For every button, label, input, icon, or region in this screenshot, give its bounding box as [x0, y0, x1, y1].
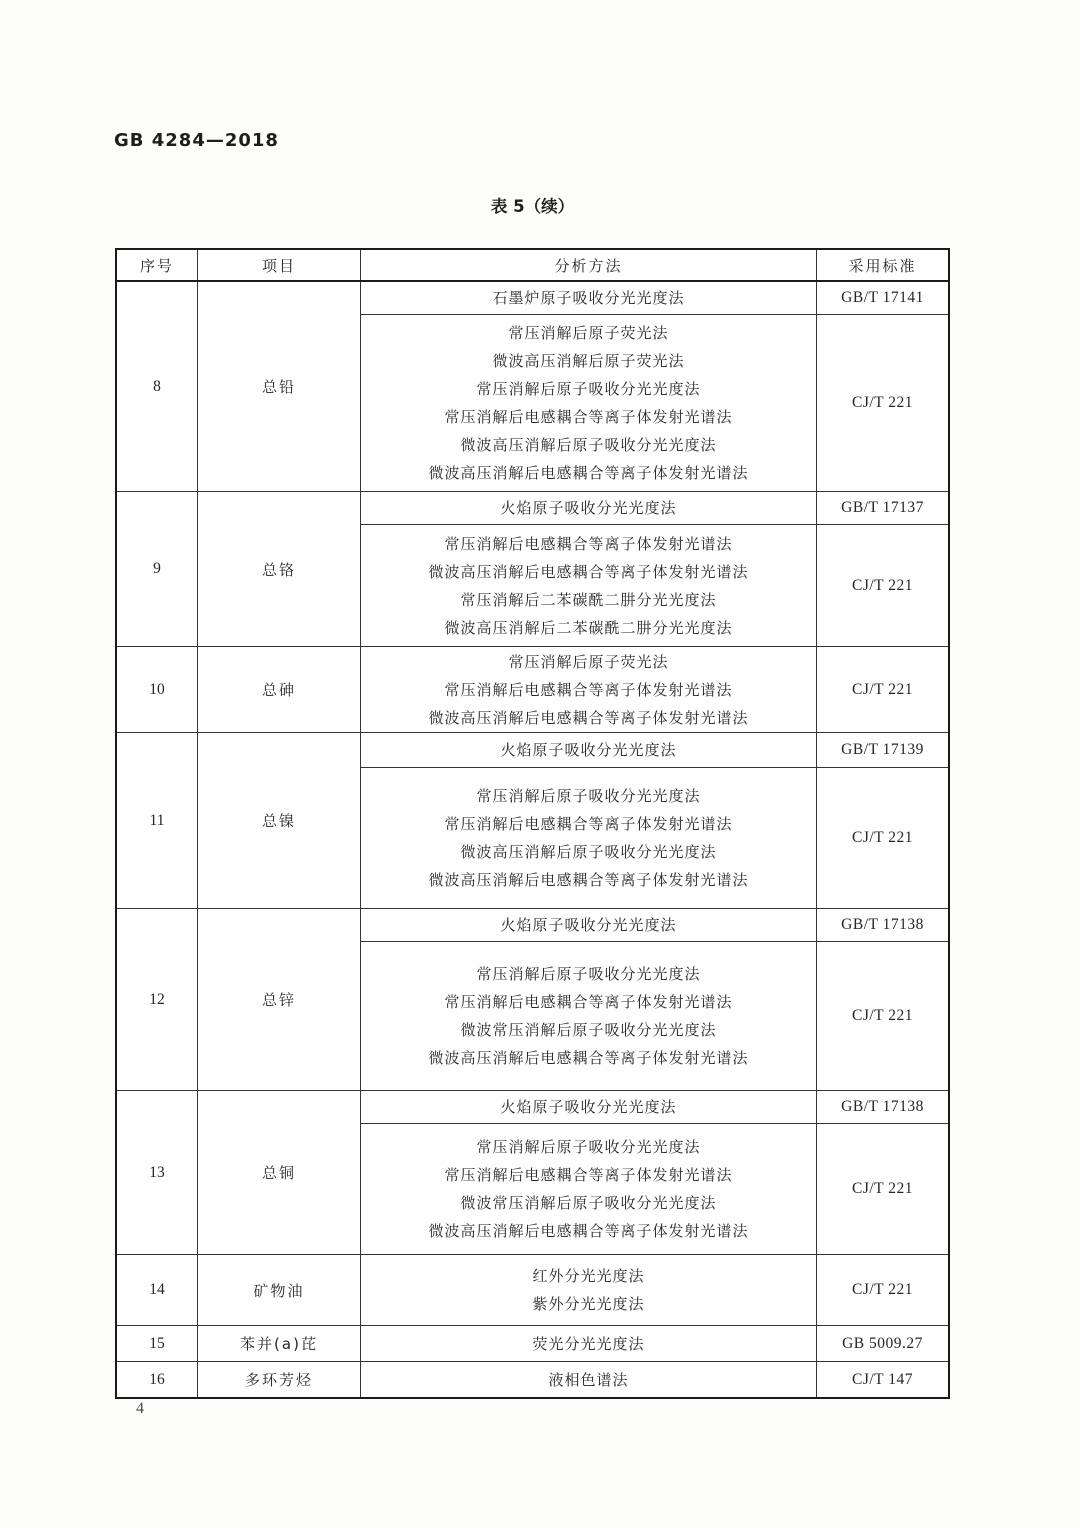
table-subrow	[361, 1255, 948, 1325]
table-row	[117, 1362, 948, 1397]
method-line: 石墨炉原子吸收分光光度法	[492, 289, 685, 307]
table-title: 表 5（续）	[490, 197, 575, 216]
row-methods-column	[361, 733, 948, 908]
standard-cell: GB/T 17139	[816, 733, 948, 767]
table-subrow	[361, 1326, 948, 1361]
standard-cell: CJ/T 221	[816, 768, 948, 908]
method-line: 火焰原子吸收分光光度法	[500, 741, 677, 759]
standard-cell: CJ/T 221	[816, 942, 948, 1090]
row-item-cell: 矿物油	[198, 1255, 361, 1325]
methods-cell	[361, 1255, 816, 1325]
table-subrow	[361, 942, 948, 1090]
method-line: 微波高压消解后电感耦合等离子体发射光谱法	[428, 871, 749, 889]
table-body	[117, 282, 948, 1397]
standard-cell: GB/T 17138	[816, 1091, 948, 1123]
methods-cell	[361, 1091, 816, 1123]
methods-cell	[361, 647, 816, 732]
standard-cell: GB/T 17138	[816, 909, 948, 941]
row-number-cell: 12	[117, 909, 198, 1090]
method-line: 微波高压消解后电感耦合等离子体发射光谱法	[428, 464, 749, 482]
standard-cell: CJ/T 221	[816, 315, 948, 491]
table-row	[117, 492, 948, 647]
method-line: 紫外分光光度法	[532, 1295, 645, 1313]
method-line: 微波常压消解后原子吸收分光光度法	[460, 1194, 717, 1212]
method-line: 微波高压消解后电感耦合等离子体发射光谱法	[428, 562, 749, 581]
header-cell-item: 项目	[198, 250, 361, 280]
method-line: 火焰原子吸收分光光度法	[500, 916, 677, 934]
table-header-row	[117, 250, 948, 282]
methods-cell	[361, 909, 816, 941]
standard-cell: CJ/T 221	[816, 1124, 948, 1254]
table-subrow	[361, 282, 948, 315]
method-line: 红外分光光度法	[532, 1267, 645, 1285]
table-row	[117, 909, 948, 1091]
row-methods-column	[361, 1326, 948, 1361]
header-cell-standard: 采用标准	[816, 250, 948, 280]
method-line: 微波高压消解后原子荧光法	[492, 352, 685, 370]
table-row	[117, 282, 948, 492]
table-row	[117, 1255, 948, 1326]
table-row	[117, 1326, 948, 1362]
method-line: 常压消解后原子荧光法	[508, 652, 669, 671]
standard-cell: CJ/T 221	[816, 1255, 948, 1325]
method-line: 微波高压消解后二苯碳酰二肼分光光度法	[444, 618, 733, 637]
methods-cell	[361, 315, 816, 491]
row-methods-column	[361, 1255, 948, 1325]
row-number-cell: 11	[117, 733, 198, 908]
row-item-cell: 总铬	[198, 492, 361, 646]
method-line: 常压消解后电感耦合等离子体发射光谱法	[444, 993, 733, 1011]
method-line: 微波高压消解后原子吸收分光光度法	[460, 843, 717, 861]
row-methods-column	[361, 909, 948, 1090]
method-line: 常压消解后原子吸收分光光度法	[476, 787, 701, 805]
row-item-cell: 总锌	[198, 909, 361, 1090]
row-methods-column	[361, 492, 948, 646]
row-number-cell: 15	[117, 1326, 198, 1361]
table-subrow	[361, 733, 948, 768]
table-row	[117, 733, 948, 909]
standard-cell: GB/T 17137	[816, 492, 948, 524]
methods-cell	[361, 1326, 816, 1361]
method-line: 微波高压消解后电感耦合等离子体发射光谱法	[428, 1049, 749, 1067]
methods-cell	[361, 1362, 816, 1397]
method-line: 火焰原子吸收分光光度法	[500, 1098, 677, 1116]
methods-cell	[361, 733, 816, 767]
row-item-cell: 总铜	[198, 1091, 361, 1254]
method-line: 常压消解后原子吸收分光光度法	[476, 380, 701, 398]
row-item-cell: 总镍	[198, 733, 361, 908]
row-number-cell: 10	[117, 647, 198, 732]
header-cell-method: 分析方法	[554, 256, 623, 275]
row-item-cell: 多环芳烃	[198, 1362, 361, 1397]
method-line: 微波高压消解后原子吸收分光光度法	[460, 436, 717, 454]
row-number-cell: 16	[117, 1362, 198, 1397]
page-number: 4	[136, 1400, 144, 1417]
methods-cell	[361, 525, 816, 646]
row-methods-column	[361, 1362, 948, 1397]
row-number-cell: 13	[117, 1091, 198, 1254]
row-item-cell: 苯并(a)芘	[198, 1326, 361, 1361]
table-subrow	[361, 1362, 948, 1397]
method-line: 常压消解后电感耦合等离子体发射光谱法	[444, 534, 733, 553]
method-line: 常压消解后电感耦合等离子体发射光谱法	[444, 408, 733, 426]
standard-cell: GB 5009.27	[816, 1326, 948, 1361]
standard-cell: GB/T 17141	[816, 282, 948, 314]
table-row	[117, 1091, 948, 1255]
table-subrow	[361, 315, 948, 491]
standard-cell: CJ/T 221	[816, 647, 948, 732]
row-number-cell: 14	[117, 1255, 198, 1325]
method-line: 液相色谱法	[548, 1370, 629, 1389]
row-number-cell: 8	[117, 282, 198, 491]
table-subrow	[361, 525, 948, 646]
table-row	[117, 647, 948, 733]
method-line: 常压消解后电感耦合等离子体发射光谱法	[444, 815, 733, 833]
method-line: 常压消解后二苯碳酰二肼分光光度法	[460, 590, 717, 609]
method-line: 常压消解后电感耦合等离子体发射光谱法	[444, 1166, 733, 1184]
method-line: 火焰原子吸收分光光度法	[500, 499, 677, 517]
header-cell-number: 序号	[117, 250, 198, 280]
analysis-methods-table	[115, 248, 950, 1399]
method-line: 常压消解后原子吸收分光光度法	[476, 1138, 701, 1156]
methods-cell	[361, 492, 816, 524]
method-line: 常压消解后电感耦合等离子体发射光谱法	[444, 680, 733, 699]
row-item-cell: 总铅	[198, 282, 361, 491]
row-number-cell: 9	[117, 492, 198, 646]
standard-cell: CJ/T 221	[816, 525, 948, 646]
standard-cell: CJ/T 147	[816, 1362, 948, 1397]
row-item-cell: 总砷	[198, 647, 361, 732]
method-line: 常压消解后原子荧光法	[508, 324, 669, 342]
methods-cell	[361, 768, 816, 908]
methods-cell	[361, 942, 816, 1090]
row-methods-column	[361, 282, 948, 491]
table-subrow	[361, 909, 948, 942]
method-line: 荧光分光光度法	[532, 1334, 645, 1353]
method-line: 微波常压消解后原子吸收分光光度法	[460, 1021, 717, 1039]
table-subrow	[361, 647, 948, 732]
row-methods-column	[361, 1091, 948, 1254]
methods-cell	[361, 1124, 816, 1254]
method-line: 微波高压消解后电感耦合等离子体发射光谱法	[428, 708, 749, 727]
methods-cell	[361, 282, 816, 314]
table-subrow	[361, 1124, 948, 1254]
row-methods-column	[361, 647, 948, 732]
table-subrow	[361, 768, 948, 908]
table-subrow	[361, 492, 948, 525]
method-line: 微波高压消解后电感耦合等离子体发射光谱法	[428, 1222, 749, 1240]
method-line: 常压消解后原子吸收分光光度法	[476, 965, 701, 983]
document-code: GB 4284—2018	[114, 130, 279, 151]
table-subrow	[361, 1091, 948, 1124]
